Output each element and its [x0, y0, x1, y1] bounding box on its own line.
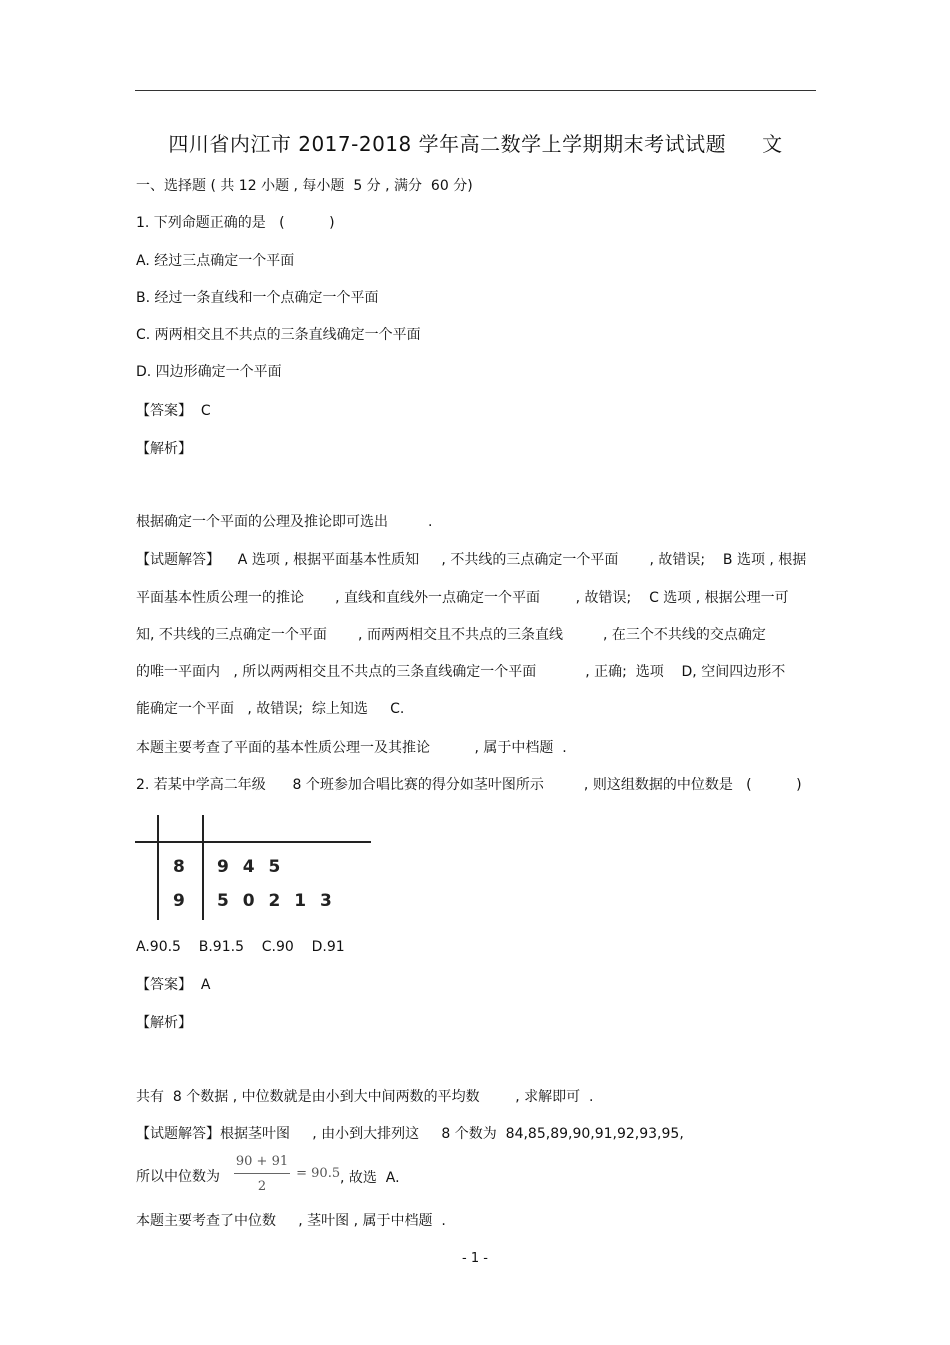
median-prefix: 所以中位数为	[136, 1169, 220, 1185]
header-rule	[135, 90, 816, 91]
question-1-analysis-label: 【解析】	[136, 441, 192, 457]
title-main: 四川省内江市 2017-2018 学年高二数学上学期期末考试试题	[168, 132, 727, 156]
question-2-options: A.90.5 B.91.5 C.90 D.91	[136, 939, 345, 955]
question-2-stem: 2. 若某中学高二年级 8 个班参加合唱比赛的得分如茎叶图所示 , 则这组数据的中位数是 ( )	[136, 777, 802, 793]
leaf-values: 5 0 2 1 3	[217, 891, 336, 911]
question-1-summary: 本题主要考查了平面的基本性质公理一及其推论 , 属于中档题 .	[136, 740, 567, 756]
fraction-bar	[234, 1173, 290, 1174]
stem-leaf-divider	[202, 815, 204, 920]
question-1-option-d: D. 四边形确定一个平面	[136, 364, 282, 380]
question-1-detail-line: 的唯一平面内 , 所以两两相交且不共点的三条直线确定一个平面 , 正确; 选项 D, 空间四边形不	[136, 664, 786, 680]
question-1-detail-line: 能确定一个平面 , 故错误; 综上知选 C.	[136, 701, 405, 717]
fraction-numerator: 90 + 91	[235, 1154, 289, 1169]
question-2-analysis: 共有 8 个数据 , 中位数就是由小到大中间两数的平均数 , 求解即可 .	[136, 1089, 594, 1105]
title-suffix: 文	[762, 132, 783, 156]
stem-leaf-left-border	[157, 815, 159, 920]
question-2-analysis-label: 【解析】	[136, 1015, 192, 1031]
question-1-stem: 1. 下列命题正确的是 ( )	[136, 215, 335, 231]
question-1-detail-line: 平面基本性质公理一的推论 , 直线和直线外一点确定一个平面 , 故错误; C 选项 , 根据公理一可	[136, 590, 789, 606]
question-2-answer: 【答案】 A	[136, 977, 211, 993]
question-1-analysis: 根据确定一个平面的公理及推论即可选出 .	[136, 514, 433, 530]
page-title	[135, 128, 816, 157]
stem-value: 8	[173, 857, 185, 877]
median-suffix: , 故选 A.	[340, 1170, 400, 1186]
question-1-option-b: B. 经过一条直线和一个点确定一个平面	[136, 290, 379, 306]
stem-leaf-header-rule	[135, 841, 371, 843]
fraction-denominator: 2	[257, 1179, 267, 1194]
question-1-detail-line: 知, 不共线的三点确定一个平面 , 而两两相交且不共点的三条直线 , 在三个不共线的交点确定	[136, 627, 766, 643]
question-1-detail-line: 【试题解答】 A 选项 , 根据平面基本性质知 , 不共线的三点确定一个平面 , 故错误; B 选项 , 根据	[136, 552, 807, 568]
question-1-option-a: A. 经过三点确定一个平面	[136, 253, 295, 269]
question-2-summary: 本题主要考查了中位数 , 茎叶图 , 属于中档题 .	[136, 1213, 446, 1229]
question-1-answer: 【答案】 C	[136, 403, 211, 419]
question-2-detail: 【试题解答】根据茎叶图 , 由小到大排列这 8 个数为 84,85,89,90,91,92,93,95,	[136, 1126, 684, 1142]
stem-value: 9	[173, 891, 185, 911]
stem-leaf-plot	[135, 815, 375, 920]
page-number: - 1 -	[462, 1251, 488, 1266]
leaf-values: 9 4 5	[217, 857, 285, 877]
section-heading: 一、选择题 ( 共 12 小题 , 每小题 5 分 , 满分 60 分)	[136, 178, 473, 194]
question-1-option-c: C. 两两相交且不共点的三条直线确定一个平面	[136, 327, 421, 343]
fraction-result: = 90.5	[292, 1166, 341, 1181]
